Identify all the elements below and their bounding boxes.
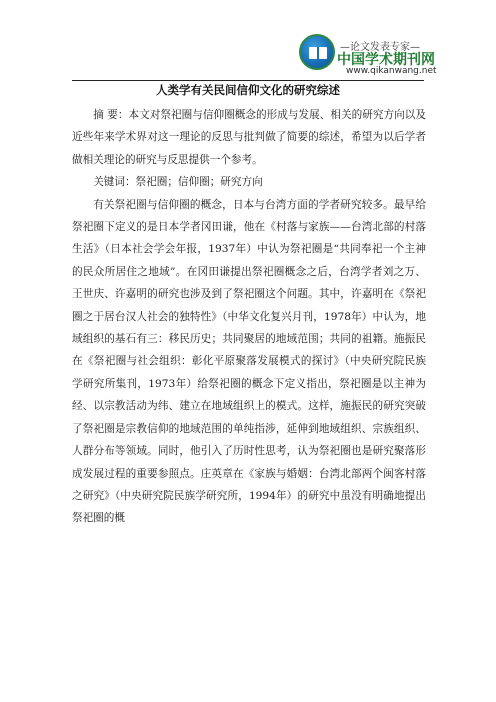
document-title: 人类学有关民间信仰文化的研究综述 [156, 83, 340, 97]
book-icon [309, 47, 327, 59]
logo-tagline: —论文发表专家— [340, 42, 420, 53]
logo-brand-name: 中国学术期刊网 [337, 52, 435, 68]
header-divider [72, 80, 424, 81]
journal-logo-icon [299, 34, 335, 70]
abstract-paragraph: 摘 要：本文对祭祀圈与信仰圈概念的形成与发展、相关的研究方向以及近些年来学术界对这一理论的反思与批判做了简要的综述，希望为以后学者做相关理论的研究与反思提供一个参考。 [72, 109, 426, 166]
logo-url: www.qikanwang.net [346, 66, 437, 76]
body-paragraph: 有关祭祀圈与信仰圈的概念，日本与台湾方面的学者研究较多。最早给祭祀圈下定义的是日本学者冈田谦，他在《村落与家族——台湾北部的村落生活》（日本社会学会年报，1937年）中认为祭祀圈是“共同奉祀一个主神的民众所居住之地域”。在冈田谦提出祭祀圈概念之后，台湾学者刘之万、王世庆、许嘉明的研究也涉及到了祭祀圈这个问题。其中，许嘉明在《祭祀圈之于居台汉人社会的独特性》（中华文化复兴月刊，1978年）中认为，地域组织的基石有三：移民历史；共同聚居的地域范围；共同的祖籍。施振民在《祭祀圈与社会组织：彰化平原聚落发展模式的探讨》（中央研究院民族学研究所集刊，1973年）给祭祀圈的概念下定义指出，祭祀圈是以主神为经、以宗教活动为纬、建立在地域组织上的模式。这样，施振民的研究突破了祭祀圈是宗教信仰的地域范围的单纯指涉，延伸到地域组织、宗族组织、人群分布等领域。同时，他引入了历时性思考，认为祭祀圈也是研究聚落形成发展过程的重要参照点。庄英章在《家族与婚姻：台湾北部两个闽客村落之研究》（中央研究院民族学研究所，1994年）的研究中虽没有明确地提出祭祀圈的概 [72, 198, 426, 525]
document-body [72, 104, 426, 530]
page-header [0, 0, 496, 86]
keywords-paragraph: 关键词：祭祀圈；信仰圈；研究方向 [93, 176, 263, 189]
